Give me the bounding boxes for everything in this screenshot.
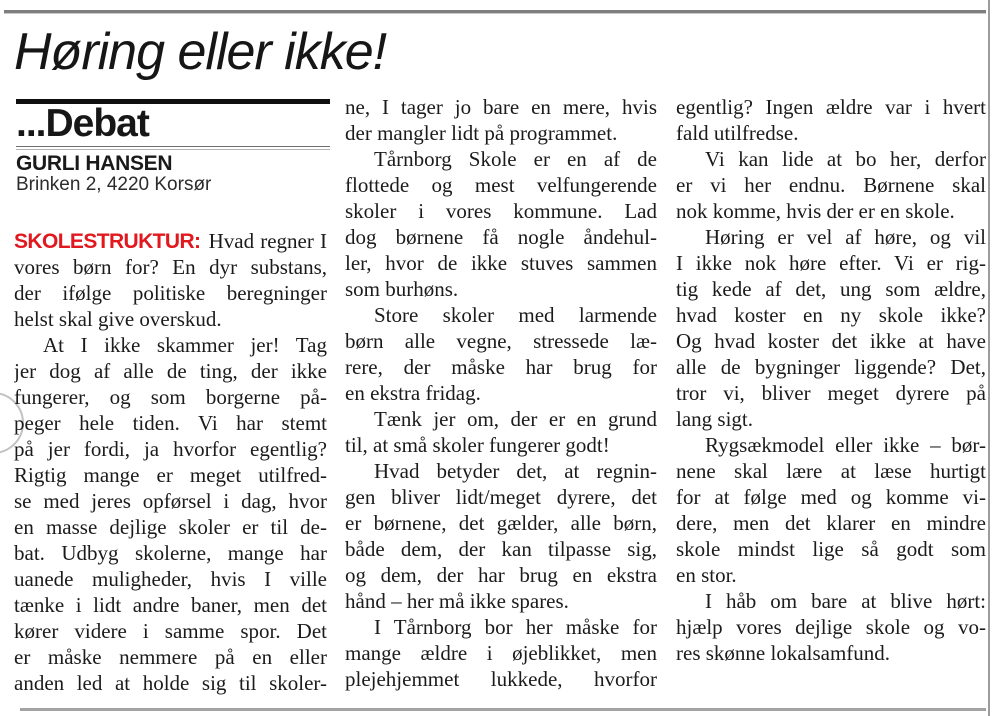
text-line: nene skal lære at læse hurtigt <box>676 459 986 483</box>
text-line: plejehjemmet lukkede, hvorfor <box>345 667 657 691</box>
lead-in-label: SKOLESTRUKTUR: <box>14 230 207 253</box>
text-line: en masse dejlige skoler er til de- <box>14 515 327 539</box>
text-line: for at følge med og komme vi- <box>676 485 986 509</box>
text-line: fungerer, og som borgerne på- <box>14 385 327 409</box>
text-line: fald utilfredse. <box>676 121 799 145</box>
top-rule <box>4 10 986 14</box>
text-line: Rigtig mange er meget utilfred- <box>14 463 327 487</box>
text-line: tænke i lidt andre baner, men det <box>14 593 327 617</box>
section-label-debat: ...Debat <box>16 102 149 145</box>
text-line: peger hele tiden. Vi har stemt <box>14 411 327 435</box>
text-line: lang sigt. <box>676 407 753 431</box>
text-line: vores børn for? En dyr substans, <box>14 255 327 279</box>
article-column-3 <box>676 94 986 666</box>
text-line: mange ældre i øjeblikket, men <box>345 641 657 665</box>
text-line: I håb om bare at blive hørt: <box>705 589 986 613</box>
text-line: og dem, der har brug en ekstra <box>345 563 657 587</box>
text-line: bat. Udbyg skolerne, mange har <box>14 541 327 565</box>
text-line: er børnene, det gælder, alle børn, <box>345 511 657 535</box>
text-line: egentlig? Ingen ældre var i hvert <box>676 95 986 119</box>
text-line: hjælp vores dejlige skole og vo- <box>676 615 986 639</box>
text-line: skole mindst lige så godt som <box>676 537 986 561</box>
text-line: ler, hvor de ikke stuves sammen <box>345 251 657 275</box>
text-line: Rygsækmodel eller ikke – bør- <box>705 433 986 457</box>
text-line: I ikke nok høre efter. Vi er rig- <box>676 251 986 275</box>
author-name: GURLI HANSEN <box>16 152 173 175</box>
text-line: dog børnene få nogle åndehul- <box>345 225 657 249</box>
text-line: I Tårnborg bor her måske for <box>374 615 657 639</box>
text-line: der mangler lidt på programmet. <box>345 121 618 145</box>
text-line: der ifølge politiske beregninger <box>14 281 327 305</box>
text-line: både dem, der kan tilpasse sig, <box>345 537 657 561</box>
text-line: en ekstra fridag. <box>345 381 481 405</box>
bottom-rule <box>20 708 986 711</box>
text-line: rere, der måske har brug for <box>345 355 657 379</box>
text-line: Hvad betyder det, at regnin- <box>374 459 657 483</box>
text-line: Høring er vel af høre, og vil <box>705 225 986 249</box>
article-column-1 <box>14 228 327 696</box>
author-address: Brinken 2, 4220 Korsør <box>16 174 212 195</box>
text-line: tig kede af det, ung som ældre, <box>676 277 986 301</box>
text-line: SKOLESTRUKTUR: Hvad regner I <box>14 229 327 253</box>
text-line: Tænk jer om, der er en grund <box>374 407 657 431</box>
text-line: skoler i vores kommune. Lad <box>345 199 657 223</box>
text-line: Og hvad koster det ikke at have <box>676 329 986 353</box>
text-line: ne, I tager jo bare en mere, hvis <box>345 95 657 119</box>
text-line: At I ikke skammer jer! Tag <box>43 333 327 357</box>
article-headline: Høring eller ikke! <box>14 23 387 81</box>
text-line: børn alle vegne, stressede læ- <box>345 329 657 353</box>
text-line: helst skal give overskud. <box>14 307 222 331</box>
text-line: tror vi, bliver meget dyrere på <box>676 381 986 405</box>
text-line: hånd – her må ikke spares. <box>345 589 569 613</box>
text-line: Store skoler med larmende <box>374 303 657 327</box>
text-line: uanede muligheder, hvis I ville <box>14 567 327 591</box>
text-line: dere, men det klarer en mindre <box>676 511 986 535</box>
text-line: til, at små skoler fungerer godt! <box>345 433 610 457</box>
text-line: Tårnborg Skole er en af de <box>374 147 657 171</box>
text-line: gen bliver lidt/meget dyrere, det <box>345 485 657 509</box>
text-line: se med jeres opførsel i dag, hvor <box>14 489 327 513</box>
article-column-2 <box>345 94 657 692</box>
text-line: som burhøns. <box>345 277 459 301</box>
text-line: Vi kan lide at bo her, derfor <box>705 147 986 171</box>
text-line: hvad koster en ny skole ikke? <box>676 303 986 327</box>
text-line: alle de bygninger liggende? Det, <box>676 355 986 379</box>
text-line: res skønne lokalsamfund. <box>676 641 891 665</box>
text-line: jer dog af alle de ting, der ikke <box>14 359 327 383</box>
text-line: er måske nemmere på en eller <box>14 645 327 669</box>
right-column-rule <box>988 0 990 716</box>
text-line: en stor. <box>676 563 737 587</box>
text-line: kører videre i samme spor. Det <box>14 619 327 643</box>
text-line: på jer fordi, ja hvorfor egentlig? <box>14 437 327 461</box>
text-line: er vi her endnu. Børnene skal <box>676 173 986 197</box>
section-underline <box>16 146 330 150</box>
text-line: anden led at holde sig til skoler- <box>14 671 327 695</box>
text-line: flottede og mest velfungerende <box>345 173 657 197</box>
text-line: nok komme, hvis der er en skole. <box>676 199 955 223</box>
